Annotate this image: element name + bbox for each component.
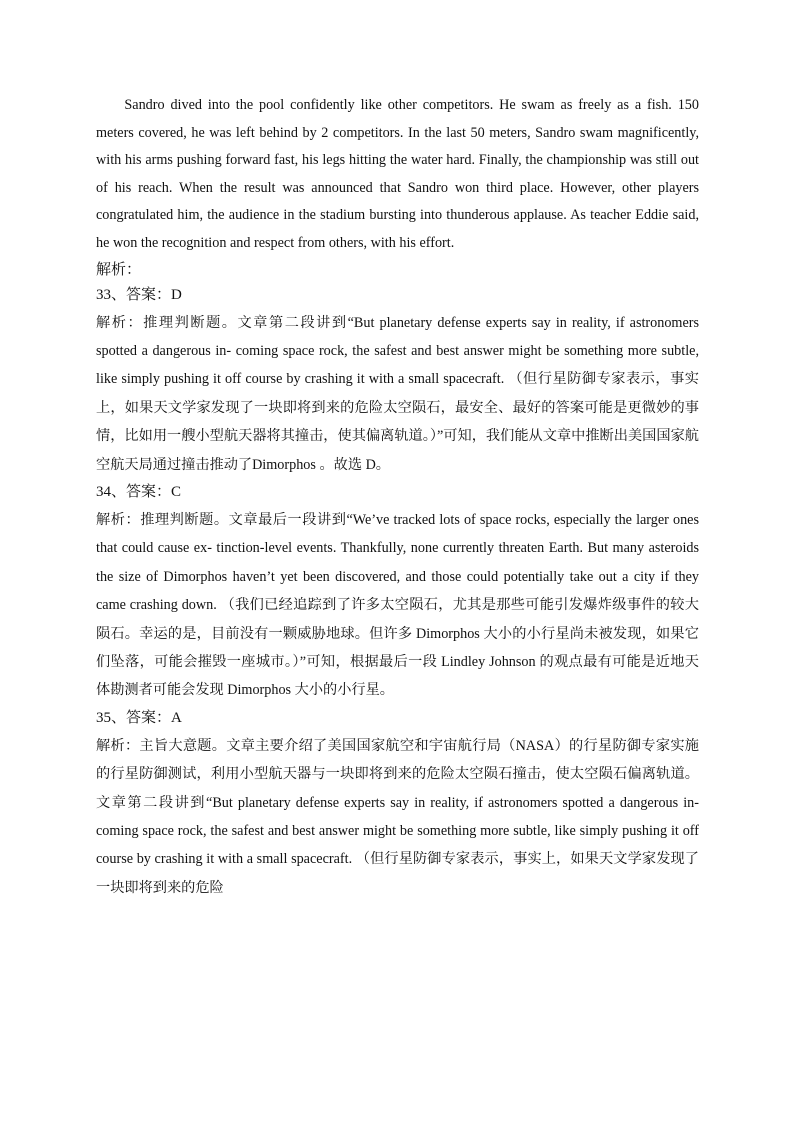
answer-line: 35、答案：A — [96, 709, 182, 726]
answer-item-34 — [96, 479, 699, 705]
explanation-paragraph: 解析：推理判断题。文章最后一段讲到“We’ve tracked lots of space rocks, especially the larger ones that could cause ex- tinction-level events. Thankfully, none currently threaten Earth. But many asteroids the size of Dimorphos haven’t yet been discovered, and those could potentially take out a city if they came crashing down. （我们已经追踪到了许多太空陨石，尤其是那些可能引发爆炸级事件的较大陨石。幸运的是，目前没有一颗威胁地球。但许多 Dimorphos 大小的小行星尚未被发现，如果它们坠落，可能会摧毁一座城市。）”可知，根据最后一段 Lindley Johnson 的观点最有可能是近地天体勘测者可能会发现 Dimorphos 大小的小行星。 — [96, 512, 699, 699]
analysis-label: 解析： — [96, 261, 142, 278]
answer-line: 33、答案：D — [96, 286, 182, 303]
answer-line: 34、答案：C — [96, 484, 182, 500]
explanation-paragraph: 解析：推理判断题。文章第二段讲到“But planetary defense experts say in reality, if astronomers spotted a dangerous in- coming space rock, the safest and best answer might be something more subtle, like simply pushing it off course by crashing it with a small spacecraft. （但行星防御专家表示，事实上，如果天文学家发现了一块即将到来的危险太空陨石，最安全、最好的答案可能是更微妙的事情，比如用一艘小型航天器将其撞击，使其偏离轨道。）”可知，我们能从文章中推断出美国国家航空航天局通过撞击推动了Dimorphos 。故选 D。 — [96, 314, 699, 473]
explanation-paragraph: 解析：主旨大意题。文章主要介绍了美国国家航空和宇宙航行局（NASA）的行星防御专家实施的行星防御测试，利用小型航天器与一块即将到来的危险太空陨石撞击，使太空陨石偏离轨道。文章第二段讲到“But planetary defense experts say in reality, if astronomers spotted a dangerous in- coming space rock, the safest and best answer might be something more subtle, like simply pushing it off course by crashing it with a small spacecraft. （但行星防御专家表示，事实上，如果天文学家发现了一块即将到来的危险 — [96, 737, 699, 896]
answer-item-35 — [96, 705, 699, 902]
document-page — [96, 92, 699, 902]
essay-paragraph: Sandro dived into the pool confidently like other competitors. He swam as freely as a fish. 150 meters covered, he was left behind by 2 competitors. In the last 50 meters, Sandro swam magnificently, with his arms pushing forward fast, his legs hitting the water hard. Finally, the championship was still out of his reach. When the result was announced that Sandro won third place. However, other players congratulated him, the audience in the stadium bursting into thunderous applause. As teacher Eddie said, he won the recognition and respect from others, with his effort. — [96, 97, 699, 251]
answer-item-33 — [96, 282, 699, 479]
